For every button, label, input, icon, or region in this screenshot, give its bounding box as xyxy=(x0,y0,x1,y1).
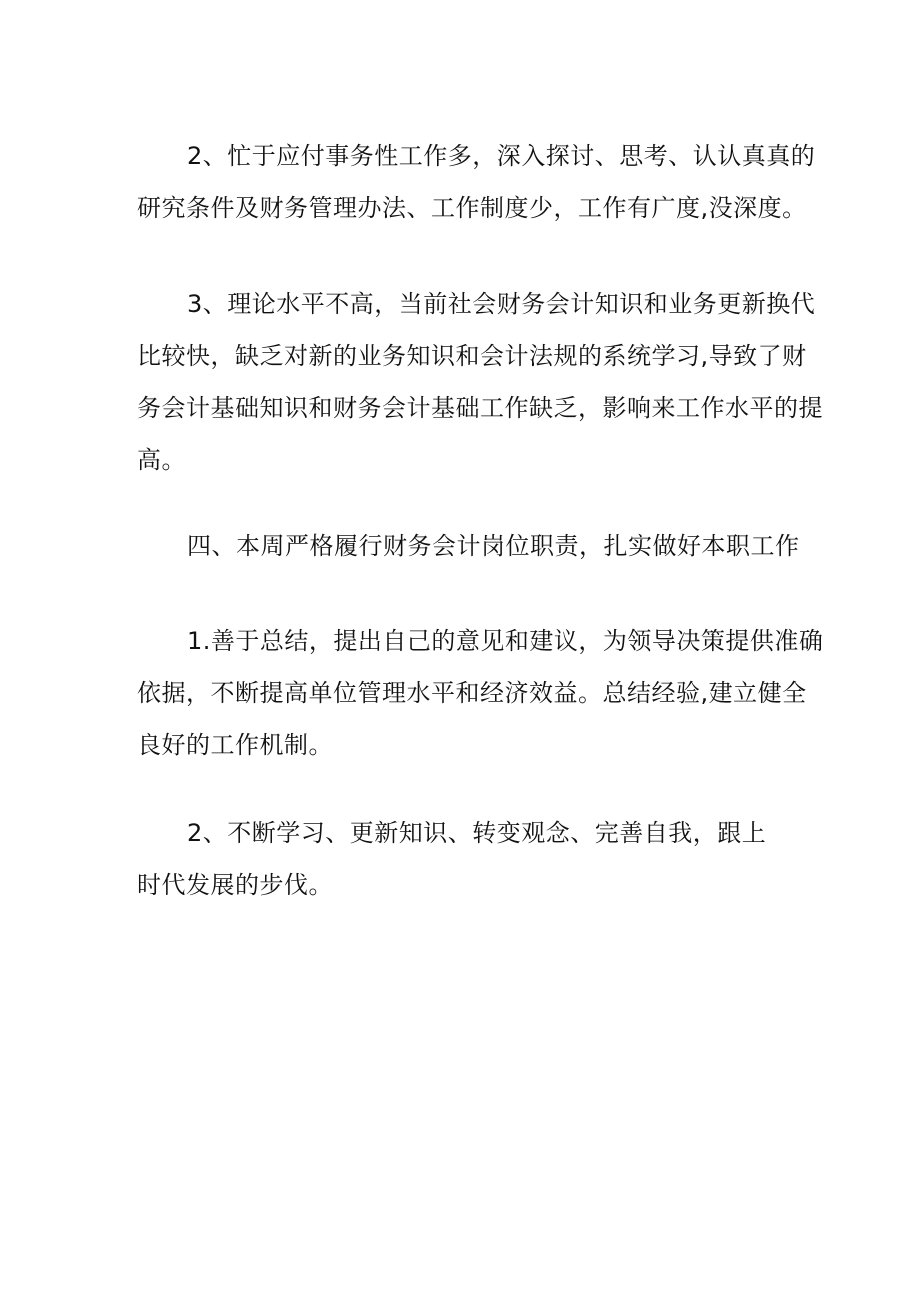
paragraph-issue-3 xyxy=(137,278,823,486)
text-line: 良好的工作机制。 xyxy=(137,731,333,759)
heading-line: 四、本周严格履行财务会计岗位职责，扎实做好本职工作 xyxy=(187,532,800,560)
text-line: 2、不断学习、更新知识、转变观念、完善自我，跟上 xyxy=(187,819,767,847)
text-line: 高。 xyxy=(137,446,186,474)
text-line: 时代发展的步伐。 xyxy=(137,871,333,899)
text-line: 研究条件及财务管理办法、工作制度少，工作有广度,没深度。 xyxy=(137,194,807,222)
paragraph-item-2 xyxy=(137,807,787,911)
text-line: 3、理论水平不高，当前社会财务会计知识和业务更新换代 xyxy=(187,290,816,318)
text-line: 2、忙于应付事务性工作多，深入探讨、思考、认认真真的 xyxy=(187,142,816,170)
paragraph-issue-2 xyxy=(137,130,816,234)
text-line: 1.善于总结，提出自己的意见和建议，为领导决策提供准确 xyxy=(187,627,824,655)
text-line: 依据，不断提高单位管理水平和经济效益。总结经验,建立健全 xyxy=(137,679,807,707)
text-line: 比较快，缺乏对新的业务知识和会计法规的系统学习,导致了财 xyxy=(137,342,807,370)
text-line: 务会计基础知识和财务会计基础工作缺乏，影响来工作水平的提 xyxy=(137,394,823,422)
paragraph-item-1 xyxy=(137,615,824,771)
section-heading-4 xyxy=(137,520,800,572)
